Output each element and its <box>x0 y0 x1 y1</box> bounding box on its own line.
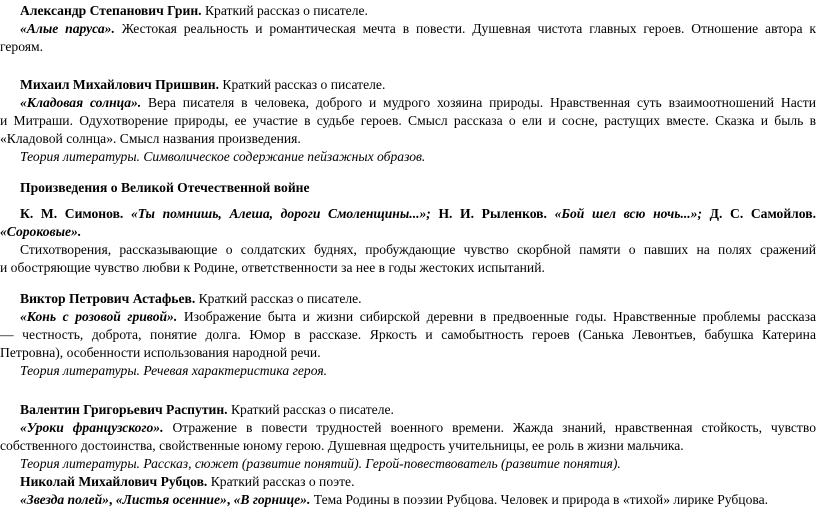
astafyev-header-line <box>0 290 816 308</box>
rubtsov-header-line <box>0 473 816 491</box>
author-name: К. М. Симонов. <box>20 206 123 221</box>
desc-text: Жестокая реальность и романтическая мечта в повести. Душевная чистота главных героев. Отношение автора к <box>115 21 816 36</box>
prishvin-desc-line <box>0 94 816 112</box>
war-heading <box>0 179 816 197</box>
prishvin-header-line <box>0 76 816 94</box>
author-note: Краткий рассказ о поэте. <box>207 474 354 489</box>
author-name: Н. И. Рыленков. <box>431 206 547 221</box>
author-note: Краткий рассказ о писателе. <box>195 291 361 306</box>
astafyev-theory <box>0 362 816 380</box>
prishvin-theory <box>0 148 816 166</box>
work-title: «Конь с розовой гривой». <box>20 309 177 324</box>
work-title: «Бой шел всю ночь...»; <box>547 206 702 221</box>
desc-text: Вера писателя в человека, доброго и мудрого хозяина природы. Нравственная суть взаимоотношений Насти <box>141 95 816 110</box>
author-name: Александр Степанович Грин. <box>20 3 202 18</box>
rubtsov-desc-line <box>0 491 816 509</box>
work-title: «Сороковые». <box>0 224 81 239</box>
author-name: Виктор Петрович Астафьев. <box>20 291 195 306</box>
work-title: «Звезда полей» <box>20 492 109 507</box>
war-desc-line: Стихотворения, рассказывающие о солдатских буднях, пробуждающие чувство скорбной памяти о павших на полях сражений <box>0 241 816 259</box>
work-title: «В горнице». <box>234 492 311 507</box>
work-title: «Алые паруса». <box>20 21 115 36</box>
grin-desc-cont: героям. <box>0 38 816 56</box>
separator: , <box>227 492 234 507</box>
section-heading: Произведения о Великой Отечественной войне <box>20 180 310 195</box>
war-authors-line <box>0 205 816 223</box>
author-note: Краткий рассказ о писателе. <box>228 402 394 417</box>
rasputin-header-line <box>0 401 816 419</box>
author-name: Николай Михайлович Рубцов. <box>20 474 207 489</box>
theory-text: Теория литературы. Речевая характеристика героя. <box>20 363 327 378</box>
grin-desc-line <box>0 20 816 38</box>
rasputin-desc-line <box>0 419 816 437</box>
prishvin-desc-cont2: «Кладовой солнца». Смысл названия произведения. <box>0 130 816 148</box>
author-name: Михаил Михайлович Пришвин. <box>20 77 219 92</box>
grin-header-line <box>0 2 816 20</box>
astafyev-desc-cont: — честность, доброта, понятие долга. Юмор в рассказе. Яркость и самобытность героев (Санька Левонтьев, бабушка Катерина <box>0 326 816 344</box>
astafyev-desc-cont2: Петровна), особенности использования народной речи. <box>0 344 816 362</box>
war-desc-cont: и обостряющие чувство любви к Родине, ответственности за нее в годы жестоких испытаний. <box>0 259 816 277</box>
work-title: «Ты помнишь, Алеша, дороги Смоленщины...»; <box>123 206 431 221</box>
author-name: Валентин Григорьевич Распутин. <box>20 402 228 417</box>
author-name: Д. С. Самойлов. <box>702 206 816 221</box>
author-note: Краткий рассказ о писателе. <box>202 3 368 18</box>
theory-text: Теория литературы. Рассказ, сюжет (развитие понятий). Герой-повествователь (развитие понятия). <box>20 456 621 471</box>
theory-text: Теория литературы. Символическое содержание пейзажных образов. <box>20 149 425 164</box>
desc-text: Изображение быта и жизни сибирской деревни в предвоенные годы. Нравственные проблемы рассказа <box>177 309 816 324</box>
rasputin-theory <box>0 455 816 473</box>
war-authors-cont <box>0 223 816 241</box>
separator: , <box>109 492 116 507</box>
astafyev-desc-line <box>0 308 816 326</box>
author-note: Краткий рассказ о писателе. <box>219 77 385 92</box>
work-title: «Уроки французского». <box>20 420 164 435</box>
prishvin-desc-cont: и Митраши. Одухотворение природы, ее участие в судьбе героев. Смысл рассказа о ели и сосне, растущих вместе. Сказка и быль в <box>0 112 816 130</box>
desc-text: Тема Родины в поэзии Рубцова. Человек и природа в «тихой» лирике Рубцова. <box>310 492 768 507</box>
desc-text: Отражение в повести трудностей военного времени. Жажда знаний, нравственная стойкость, чувство <box>164 420 816 435</box>
work-title: «Кладовая солнца». <box>20 95 141 110</box>
rasputin-desc-cont: собственного достоинства, свойственные юному герою. Душевная щедрость учительницы, ее роль в жизни мальчика. <box>0 437 816 455</box>
work-title: «Листья осенние» <box>116 492 227 507</box>
